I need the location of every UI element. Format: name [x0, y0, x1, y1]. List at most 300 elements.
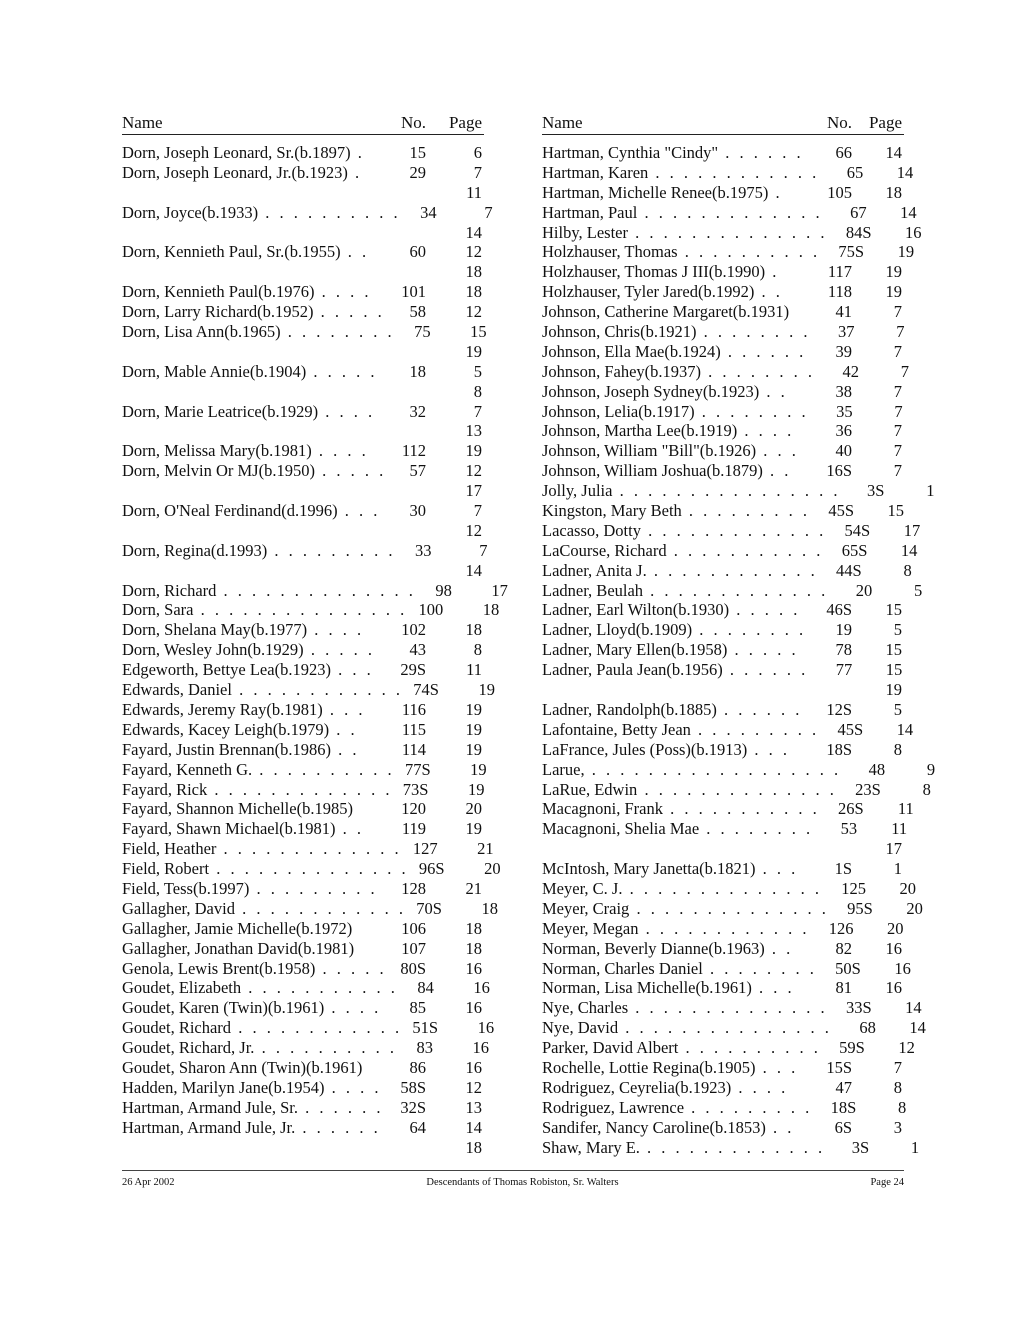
dot-leader: . . . . — [731, 1077, 789, 1097]
dot-leader: . . . . . — [303, 640, 375, 660]
entry-name — [542, 740, 808, 760]
entry-number: 40 — [835, 441, 852, 461]
entry-page: 16 — [472, 1038, 489, 1058]
dot-leader: . . . . . . — [722, 660, 809, 680]
index-entry-row — [122, 1098, 484, 1118]
entry-name-text: Dorn, Larry Richard(b.1952) — [122, 302, 314, 322]
index-entry-row — [542, 162, 914, 183]
entry-name-text: Norman, Lisa Michelle(b.1961) — [542, 978, 752, 998]
index-entry-row — [542, 680, 904, 700]
entry-page: 20 — [484, 859, 501, 879]
entry-name — [542, 322, 810, 342]
entry-number: 45S — [837, 719, 864, 739]
entry-page: 7 — [893, 381, 902, 401]
dot-leader: . . . . . . . . . . . . — [638, 918, 810, 938]
dot-leader: . . . . . — [727, 640, 799, 660]
entry-page: 13 — [465, 421, 482, 441]
index-entry-row — [122, 939, 484, 959]
entry-number — [390, 1138, 426, 1158]
entry-name — [122, 998, 390, 1018]
index-entry-row — [542, 461, 904, 481]
entry-name-text: Field, Heather — [122, 839, 217, 859]
entry-page: 20 — [899, 878, 916, 898]
index-entry-row — [542, 898, 923, 919]
entry-name-text: Field, Tess(b.1997) — [122, 878, 250, 898]
index-entry-row — [542, 361, 910, 382]
entry-number: 44S — [836, 560, 862, 580]
entry-page: 8 — [903, 560, 912, 580]
entry-page: 15 — [885, 640, 902, 660]
dot-leader: . . . . — [324, 998, 382, 1018]
entry-number: 30 — [409, 501, 426, 521]
entry-number — [390, 561, 426, 581]
index-entry-row — [122, 759, 487, 780]
entry-name — [542, 819, 813, 839]
entry-number: 41 — [835, 302, 852, 322]
entry-name — [122, 461, 390, 481]
index-entry-row — [122, 1058, 484, 1078]
entry-number: 126 — [828, 918, 854, 938]
entry-name-text: Holzhauser, Thomas — [542, 242, 678, 262]
entry-name — [542, 262, 808, 282]
entry-name-text: Genola, Lewis Brent(b.1958) — [122, 958, 316, 978]
index-entry-row — [122, 302, 484, 322]
entry-number: 102 — [401, 620, 426, 640]
index-entry-row — [542, 1058, 904, 1078]
dot-leader: . . . . . . . . . . . . — [646, 560, 818, 580]
entry-name — [122, 223, 390, 243]
index-entry-row — [122, 680, 495, 700]
dot-leader: . . . . . . . . . . . — [241, 978, 398, 998]
entry-name-text: Hilby, Lester — [542, 222, 628, 242]
index-entry-row — [122, 163, 484, 183]
index-entry-row — [542, 242, 915, 262]
entry-page: 21 — [477, 839, 494, 859]
entry-name — [122, 700, 390, 720]
entry-page: 19 — [885, 262, 902, 282]
entry-name — [122, 262, 390, 282]
entry-name — [542, 620, 808, 640]
entry-name-text: Johnson, William "Bill"(b.1926) — [542, 441, 757, 461]
dot-leader: . . . . — [311, 441, 369, 461]
entry-number: 43 — [409, 640, 426, 660]
entry-page: 12 — [898, 1038, 915, 1058]
entry-number: 32 — [409, 401, 426, 421]
entry-name-text: Macagnoni, Frank — [542, 799, 663, 819]
footer-date: 26 Apr 2002 — [122, 1177, 175, 1188]
dot-leader: . . . . . . . . — [699, 819, 814, 839]
index-entry-row — [122, 780, 484, 800]
entry-number — [390, 481, 426, 501]
index-entry-row — [122, 978, 490, 998]
entry-name — [122, 402, 390, 422]
entry-page: 16 — [465, 958, 482, 978]
entry-name-text: Shaw, Mary E. — [542, 1137, 640, 1157]
entry-page: 13 — [465, 1097, 482, 1117]
entry-name — [122, 959, 390, 979]
entry-name-text: Hartman, Armand Jule, Jr. — [122, 1117, 296, 1137]
dot-leader: . . — [759, 381, 788, 401]
entry-name-text: Dorn, Melvin Or MJ(b.1950) — [122, 461, 315, 481]
index-entry-row — [542, 939, 904, 959]
index-entry-row — [542, 560, 912, 581]
dot-leader: . . . — [756, 441, 799, 461]
index-entry-row — [542, 878, 916, 899]
index-entry-row — [542, 1137, 920, 1158]
dot-leader: . . . . . . — [720, 341, 807, 361]
dot-leader: . . . . — [324, 1077, 382, 1097]
entry-page: 7 — [484, 202, 493, 222]
entry-name — [122, 541, 396, 561]
entry-name-text: Gallagher, Jamie Michelle(b.1972) — [122, 918, 353, 938]
entry-page: 16 — [885, 938, 902, 958]
entry-name — [122, 481, 390, 501]
entry-name-text: Dorn, Kennieth Paul(b.1976) — [122, 282, 315, 302]
entry-number: 57 — [409, 461, 426, 481]
entry-name-text: Field, Robert — [122, 859, 210, 879]
entry-name-text: Kingston, Mary Beth — [542, 501, 682, 521]
index-entry-row — [122, 540, 488, 561]
header-no: No. — [826, 113, 852, 132]
entry-page: 14 — [465, 1117, 482, 1137]
entry-number: 29 — [409, 162, 426, 182]
index-entry-row — [122, 919, 484, 939]
dot-leader: . . . . . . . . — [694, 401, 809, 421]
entry-name — [122, 760, 395, 780]
entry-page: 7 — [900, 361, 910, 381]
right-rows — [542, 143, 936, 1157]
entry-page: 14 — [896, 719, 914, 739]
entry-page: 20 — [906, 898, 923, 918]
right-index-column — [542, 112, 936, 1157]
entry-page: 5 — [914, 580, 923, 600]
entry-name-text: LaRue, Edwin — [542, 779, 638, 799]
entry-name — [122, 382, 390, 402]
dot-leader: . . . . . . . . . . . . . — [637, 202, 823, 222]
dot-leader: . . — [335, 819, 365, 839]
entry-number: 106 — [401, 918, 426, 938]
index-entry-row — [122, 421, 484, 441]
entry-name — [122, 939, 390, 959]
entry-name — [542, 342, 808, 362]
index-entry-row — [122, 740, 484, 760]
entry-number: 112 — [401, 441, 426, 461]
entry-name — [542, 183, 808, 203]
dot-leader: . . . . . . . . . . — [258, 202, 401, 222]
entry-page: 19 — [465, 819, 482, 839]
entry-number: 47 — [835, 1077, 852, 1097]
entry-number: 46S — [826, 600, 852, 620]
entry-number: 36 — [835, 421, 852, 441]
entry-number: 37 — [837, 322, 855, 342]
entry-page: 8 — [473, 381, 482, 401]
index-entry-row — [122, 322, 487, 342]
entry-page: 16 — [477, 1018, 495, 1038]
entry-name — [122, 978, 398, 998]
entry-page: 17 — [903, 520, 921, 540]
dot-leader: . . . . . . . . . . — [678, 1038, 821, 1058]
entry-name — [542, 1138, 825, 1158]
entry-number: 33S — [845, 998, 872, 1018]
entry-number: 58S — [400, 1077, 426, 1097]
entry-number: 23S — [855, 779, 881, 799]
entry-number: 45S — [828, 501, 855, 521]
dot-leader: . . . . . . . . . . . . — [648, 162, 820, 182]
dot-leader: . . . . . — [314, 461, 387, 481]
dot-leader: . . . . . — [315, 958, 387, 978]
entry-name — [542, 959, 817, 979]
entry-name — [542, 799, 820, 819]
entry-number: 59S — [839, 1038, 865, 1058]
entry-name-text: Holzhauser, Thomas J III(b.1990) — [542, 262, 766, 282]
entry-page: 17 — [491, 580, 508, 600]
entry-page: 18 — [481, 898, 498, 918]
entry-number: 77 — [835, 660, 853, 680]
entry-page: 1 — [926, 481, 935, 501]
index-entry-row — [122, 441, 484, 461]
entry-page: 19 — [885, 680, 902, 700]
entry-page: 14 — [909, 1018, 926, 1038]
entry-page: 7 — [893, 441, 902, 461]
dot-leader: . . . . . — [306, 361, 378, 381]
index-entry-row — [542, 421, 904, 441]
entry-name-text: Dorn, Marie Leatrice(b.1929) — [122, 401, 319, 421]
index-entry-row — [122, 959, 484, 979]
entry-page: 5 — [473, 361, 482, 381]
dot-leader: . . — [765, 1117, 795, 1137]
entry-number: 6S — [834, 1117, 852, 1137]
entry-name-text: Hadden, Marilyn Jane(b.1954) — [122, 1077, 325, 1097]
entry-page: 7 — [473, 501, 482, 521]
entry-name-text: Johnson, Catherine Margaret(b.1931) — [542, 302, 790, 322]
dot-leader: . . . . . . . . . — [249, 878, 378, 898]
dot-leader: . . . — [330, 660, 374, 680]
entry-number: 67 — [850, 202, 867, 222]
entry-number — [808, 680, 852, 700]
entry-number: 84 — [417, 978, 434, 998]
entry-page: 16 — [905, 222, 922, 242]
entry-name-text: Ladner, Randolph(b.1885) — [542, 699, 717, 719]
dot-leader: . . . . . . . . . . . . . . — [628, 222, 828, 242]
index-entry-row — [542, 222, 922, 243]
dot-leader: . . — [340, 242, 370, 262]
entry-name — [542, 1018, 832, 1038]
entry-page: 19 — [465, 719, 482, 739]
entry-number: 81 — [835, 978, 852, 998]
dot-leader: . . — [329, 719, 358, 739]
entry-number: 51S — [412, 1018, 439, 1038]
entry-number: 120 — [401, 799, 426, 819]
entry-number: 3S — [851, 1137, 870, 1157]
entry-name — [122, 819, 390, 839]
index-entry-row — [542, 700, 904, 720]
entry-name — [542, 302, 808, 322]
entry-name-text: Lacasso, Dotty — [542, 520, 641, 540]
header-no: No. — [400, 113, 426, 132]
entry-name-text: Gallagher, Jonathan David(b.1981) — [122, 938, 355, 958]
entry-page: 11 — [466, 660, 482, 680]
entry-name-text: Edwards, Kacey Leigh(b.1979) — [122, 719, 330, 739]
entry-page: 15 — [885, 600, 902, 620]
index-entry-row — [122, 660, 484, 680]
entry-name-text: Nye, Charles — [542, 998, 629, 1018]
header-name: Name — [542, 113, 583, 132]
index-entry-row — [122, 461, 484, 481]
index-entry-row — [542, 520, 921, 541]
entry-name — [122, 680, 403, 700]
entry-name — [122, 1018, 402, 1038]
dot-leader: . . . . . . . . . . . . . — [639, 1137, 826, 1157]
entry-name-text: Johnson, Chris(b.1921) — [542, 322, 697, 342]
dot-leader: . . . — [322, 699, 366, 719]
entry-name — [122, 203, 401, 223]
entry-name-text: Jolly, Julia — [542, 481, 613, 501]
dot-leader: . . . . — [307, 620, 365, 640]
entry-name — [122, 282, 390, 302]
footer-title: Descendants of Thomas Robiston, Sr. Walters — [426, 1177, 619, 1188]
entry-number: 85 — [409, 998, 426, 1018]
entry-name-text: Ladner, Paula Jean(b.1956) — [542, 660, 723, 680]
entry-page: 19 — [897, 242, 915, 262]
entry-page: 7 — [896, 322, 905, 342]
entry-name — [542, 998, 828, 1018]
entry-number: 29S — [400, 660, 426, 680]
index-entry-row — [542, 759, 936, 780]
entry-page: 19 — [470, 759, 487, 779]
entry-number: 26S — [838, 799, 864, 819]
entry-number — [390, 521, 426, 541]
entry-name-text: Dorn, Mable Annie(b.1904) — [122, 361, 307, 381]
entry-page: 20 — [465, 799, 482, 819]
entry-name — [542, 1118, 808, 1138]
entry-name — [122, 322, 395, 342]
entry-number: 95S — [847, 898, 873, 918]
dot-leader: . . — [330, 739, 360, 759]
dot-leader: . . . . . . . . — [702, 958, 817, 978]
entry-name-text: Edwards, Jeremy Ray(b.1981) — [122, 699, 323, 719]
entry-name-text: Dorn, O'Neal Ferdinand(d.1996) — [122, 501, 338, 521]
entry-number: 64 — [409, 1117, 426, 1137]
entry-name-text: Hartman, Cynthia "Cindy" — [542, 143, 719, 162]
entry-page: 7 — [893, 1057, 902, 1077]
entry-page: 9 — [926, 759, 936, 779]
entry-page: 14 — [465, 560, 482, 580]
index-entry-row — [122, 839, 494, 859]
entry-page: 15 — [885, 660, 903, 680]
entry-number: 73S — [402, 779, 429, 799]
entry-page: 19 — [478, 680, 495, 700]
entry-page: 7 — [894, 401, 903, 421]
entry-page: 19 — [465, 739, 482, 759]
entry-name — [542, 501, 810, 521]
entry-page: 14 — [885, 143, 902, 162]
dot-leader: . . . . . . . . . . . . — [231, 1018, 403, 1038]
entry-name — [542, 859, 808, 879]
dot-leader: . . . . . . . . . . . . . . — [209, 859, 409, 879]
entry-name — [542, 839, 808, 859]
entry-number: 65 — [846, 162, 864, 182]
dot-leader: . . . — [755, 1057, 799, 1077]
dot-leader: . . . . . — [729, 600, 801, 620]
entry-name-text: Dorn, Shelana May(b.1977) — [122, 620, 308, 640]
entry-name-text: Dorn, Joyce(b.1933) — [122, 202, 259, 222]
dot-leader: . . . . . . . . — [701, 361, 816, 381]
entry-page: 21 — [465, 878, 482, 898]
entry-name — [122, 183, 390, 203]
entry-number: 18S — [830, 1097, 857, 1117]
entry-name — [122, 740, 390, 760]
entry-number: 12S — [826, 699, 852, 719]
entry-page: 8 — [898, 1097, 907, 1117]
dot-leader: . . . . . . . . . . . . . . — [216, 580, 416, 600]
entry-number — [390, 342, 426, 362]
entry-name — [122, 1098, 390, 1118]
entry-page: 16 — [465, 1057, 482, 1077]
entry-name — [542, 780, 837, 800]
index-entry-row — [542, 799, 914, 819]
entry-name-text: Ladner, Lloyd(b.1909) — [542, 620, 693, 640]
entry-page: 11 — [891, 819, 908, 839]
entry-number: 54S — [844, 520, 871, 540]
entry-name — [122, 362, 390, 382]
entry-name-text: LaFrance, Jules (Poss)(b.1913) — [542, 739, 748, 759]
index-entry-row — [122, 1078, 484, 1098]
dot-leader: . . . . . . . . . . . . . . . — [193, 600, 408, 620]
entry-name-text: Parker, David Albert — [542, 1038, 679, 1058]
index-entry-row — [122, 898, 498, 919]
entry-name — [542, 461, 808, 481]
dot-leader: . . . . . . . . — [696, 322, 811, 342]
index-entry-row — [542, 481, 935, 501]
entry-name-text: Hartman, Paul — [542, 202, 638, 222]
left-rows — [122, 143, 508, 1157]
entry-name — [122, 620, 390, 640]
index-entry-row — [122, 1018, 495, 1038]
entry-number: 70S — [416, 898, 442, 918]
entry-number: 125 — [841, 878, 866, 898]
entry-page: 14 — [905, 998, 922, 1018]
entry-name — [122, 1038, 397, 1058]
entry-page: 1 — [910, 1137, 920, 1157]
dot-leader: . . . . . . . . . . . . . . . . . . — [584, 759, 842, 779]
entry-name — [122, 1118, 390, 1138]
entry-page: 8 — [922, 779, 931, 799]
entry-name-text: Ladner, Beulah — [542, 580, 644, 600]
index-entry-row — [122, 521, 484, 541]
index-entry-row — [542, 501, 904, 521]
dot-leader: . . . . . . . . . . . . . . — [622, 878, 822, 898]
dot-leader: . . . . . . . . . . . . . . — [629, 898, 829, 918]
index-entry-row — [542, 183, 904, 203]
entry-page: 18 — [885, 182, 902, 202]
dot-leader: . . . . . . . . . . . . . . . — [618, 1018, 832, 1038]
index-entry-row — [542, 580, 923, 601]
entry-name — [122, 1058, 390, 1078]
entry-number: 86 — [409, 1057, 426, 1077]
index-entry-row — [122, 879, 484, 899]
index-entry-row — [542, 779, 931, 800]
dot-leader: . . . — [755, 859, 799, 879]
entry-name-text: Goudet, Elizabeth — [122, 978, 242, 998]
index-entry-row — [122, 501, 484, 521]
entry-number — [390, 382, 426, 402]
dot-leader: . . . . . . . . . . — [677, 242, 821, 262]
index-entry-row — [122, 1138, 484, 1158]
entry-name — [122, 600, 407, 620]
entry-number: 16S — [826, 461, 852, 481]
entry-name — [542, 143, 808, 163]
entry-page: 19 — [465, 699, 482, 719]
